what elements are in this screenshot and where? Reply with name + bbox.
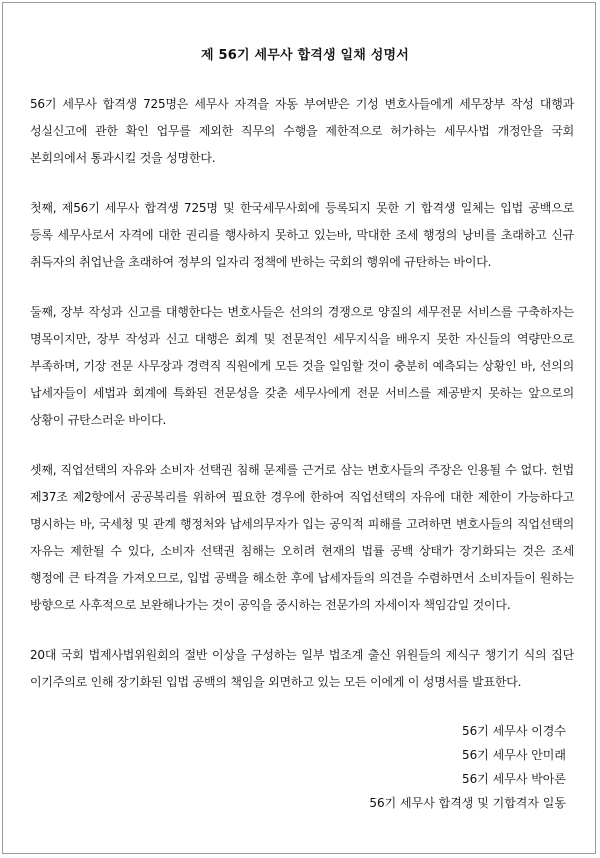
paragraph-first: 첫째, 제56기 세무사 합격생 725명 및 한국세무사회에 등록되지 못한 기 합격생 일체는 입법 공백으로 등록 세무사로서 자격에 대한 권리를 행사하지 못하고 있는바, 막대한 조세 행정의 낭비를 초래하고 신규 취득자의 취업난을 초래하여 정부의 일자리 정책에 반하는 국회의 행위에 규탄하는 바이다. bbox=[30, 201, 574, 269]
signature-line: 56기 세무사 합격생 및 기합격자 일동 bbox=[369, 796, 566, 810]
signature-line: 56기 세무사 이경수 bbox=[461, 724, 566, 738]
signature-line: 56기 세무사 박아론 bbox=[461, 772, 566, 786]
paragraph-conclusion: 20대 국회 법제사법위원회의 절반 이상을 구성하는 일부 법조계 출신 위원들의 제식구 챙기기 식의 집단 이기주의로 인해 장기화된 입법 공백의 책임을 외면하고 있는 모든 이에게 이 성명서를 발표한다. bbox=[30, 648, 574, 689]
paragraph-third: 셋째, 직업선택의 자유와 소비자 선택권 침해 문제를 근거로 삼는 변호사들의 주장은 인용될 수 없다. 헌법 제37조 제2항에서 공공복리를 위하여 필요한 경우에 한하여 직업선택의 자유에 대한 제한이 가능하다고 명시하는 바, 국세청 및 관계 행정처와 납세의무자가 입는 공익적 피해를 고려하면 변호사들의 직업선택의 자유는 제한될 수 있다, 소비자 선택권 침해는 오히려 현재의 법률 공백 상태가 장기화되는 것은 조세 행정에 큰 타격을 가져오므로, 입법 공백을 해소한 후에 납세자들의 의견을 수렴하면서 소비자들이 원하는 방향으로 사후적으로 보완해나가는 것이 공익을 중시하는 전문가의 자세이자 책임감일 것이다. bbox=[30, 463, 574, 612]
document-title: 제 56기 세무사 합격생 일채 성명서 bbox=[201, 48, 409, 63]
paragraph-intro: 56기 세무사 합격생 725명은 세무사 자격을 자동 부여받은 기성 변호사들에게 세무장부 작성 대행과 성실신고에 관한 확인 업무를 제외한 직무의 수행을 제한적으로 허가하는 세무사법 개정안을 국회 본회의에서 통과시킬 것을 성명한다. bbox=[30, 97, 574, 165]
statement-document bbox=[30, 44, 574, 815]
paragraph-second: 둘째, 장부 작성과 신고를 대행한다는 변호사들은 선의의 경쟁으로 양질의 세무전문 서비스를 구축하자는 명목이지만, 장부 작성과 신고 대행은 회계 및 전문적인 세무지식을 배우지 못한 자신들의 역량만으로 부족하며, 기장 전문 사무장과 경력직 직원에게 모든 것을 일임할 것이 충분히 예측되는 상황인 바, 선의의 납세자들이 세법과 회계에 특화된 전문성을 갖춘 세무사에게 전문 서비스를 제공받지 못하는 앞으로의 상황이 규탄스러운 바이다. bbox=[30, 305, 574, 427]
signature-block bbox=[30, 719, 574, 815]
signature-line: 56기 세무사 안미래 bbox=[461, 748, 566, 762]
